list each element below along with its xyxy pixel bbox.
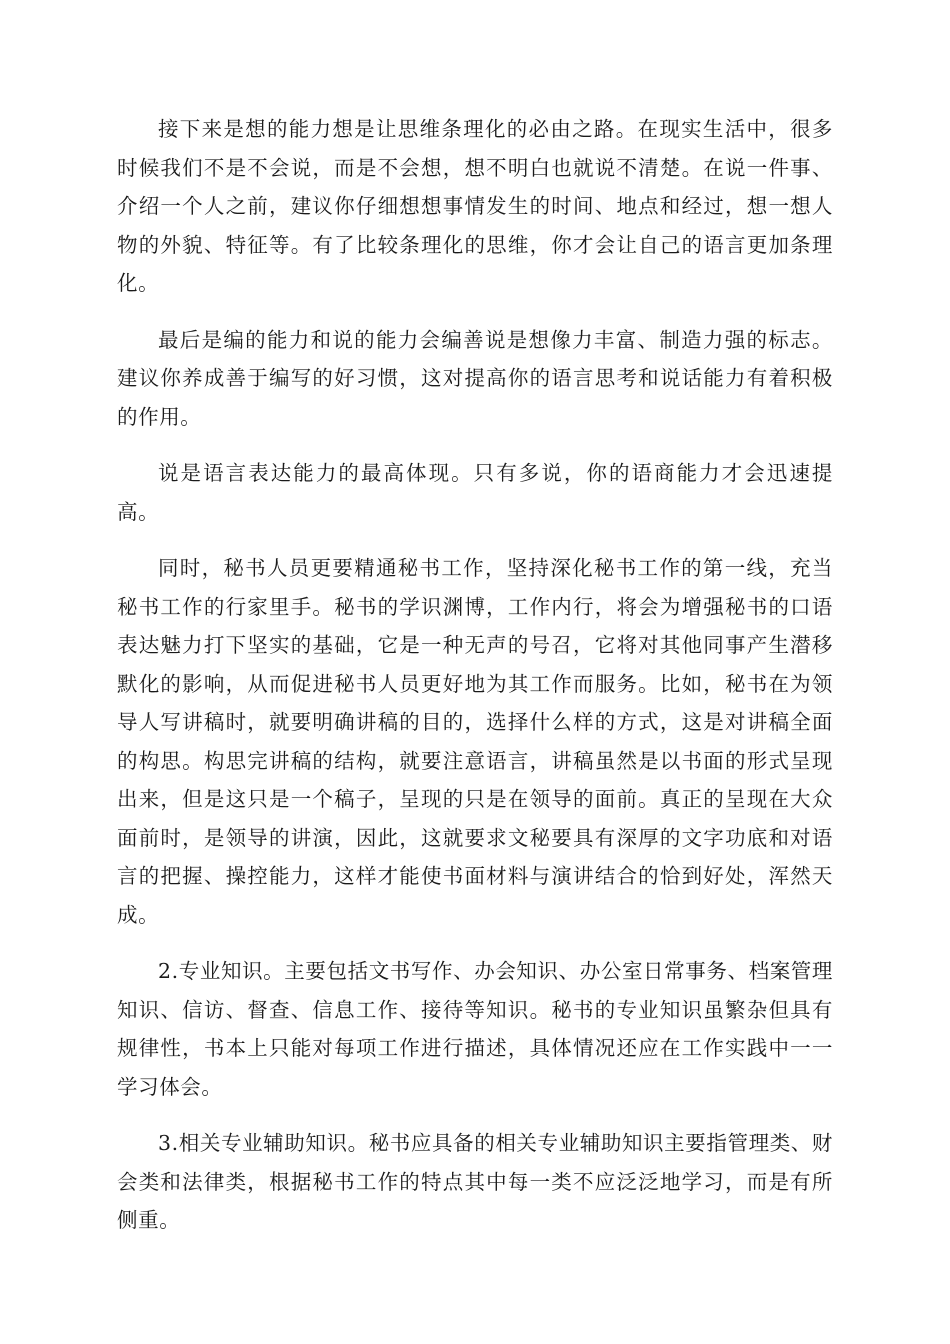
paragraph-professional-knowledge: 2.专业知识。主要包括文书写作、办会知识、办公室日常事务、档案管理知识、信访、督查、信息工作、接待等知识。秘书的专业知识虽繁杂但具有规律性，书本上只能对每项工作进行描述，具体情况还应在工作实践中一一学习体会。 (117, 959, 833, 1099)
paragraph-auxiliary-knowledge: 3.相关专业辅助知识。秘书应具备的相关专业辅助知识主要指管理类、财会类和法律类，根据秘书工作的特点其中每一类不应泛泛地学习，而是有所侧重。 (117, 1131, 833, 1232)
paragraph-secretary-work: 同时，秘书人员更要精通秘书工作，坚持深化秘书工作的第一线，充当秘书工作的行家里手。秘书的学识渊博，工作内行，将会为增强秘书的口语表达魅力打下坚实的基础，它是一种无声的号召，它将对其他同事产生潜移默化的影响，从而促进秘书人员更好地为其工作而服务。比如，秘书在为领导人写讲稿时，就要明确讲稿的目的，选择什么样的方式，这是对讲稿全面的构思。构思完讲稿的结构，就要注意语言，讲稿虽然是以书面的形式呈现出来，但是这只是一个稿子，呈现的只是在领导的面前。真正的呈现在大众面前时，是领导的讲演，因此，这就要求文秘要具有深厚的文字功底和对语言的把握、操控能力，这样才能使书面材料与演讲结合的恰到好处，浑然天成。 (117, 556, 833, 927)
paragraph-creative-ability: 最后是编的能力和说的能力会编善说是想像力丰富、制造力强的标志。建议你养成善于编写的好习惯，这对提高你的语言思考和说话能力有着积极的作用。 (117, 327, 833, 429)
document-body (117, 110, 833, 1258)
paragraph-thinking-ability: 接下来是想的能力想是让思维条理化的必由之路。在现实生活中，很多时候我们不是不会说，而是不会想，想不明白也就说不清楚。在说一件事、介绍一个人之前，建议你仔细想想事情发生的时间、地点和经过，想一想人物的外貌、特征等。有了比较条理化的思维，你才会让自己的语言更加条理化。 (117, 117, 833, 295)
paragraph-speaking-ability: 说是语言表达能力的最高体现。只有多说，你的语商能力才会迅速提高。 (117, 461, 833, 524)
